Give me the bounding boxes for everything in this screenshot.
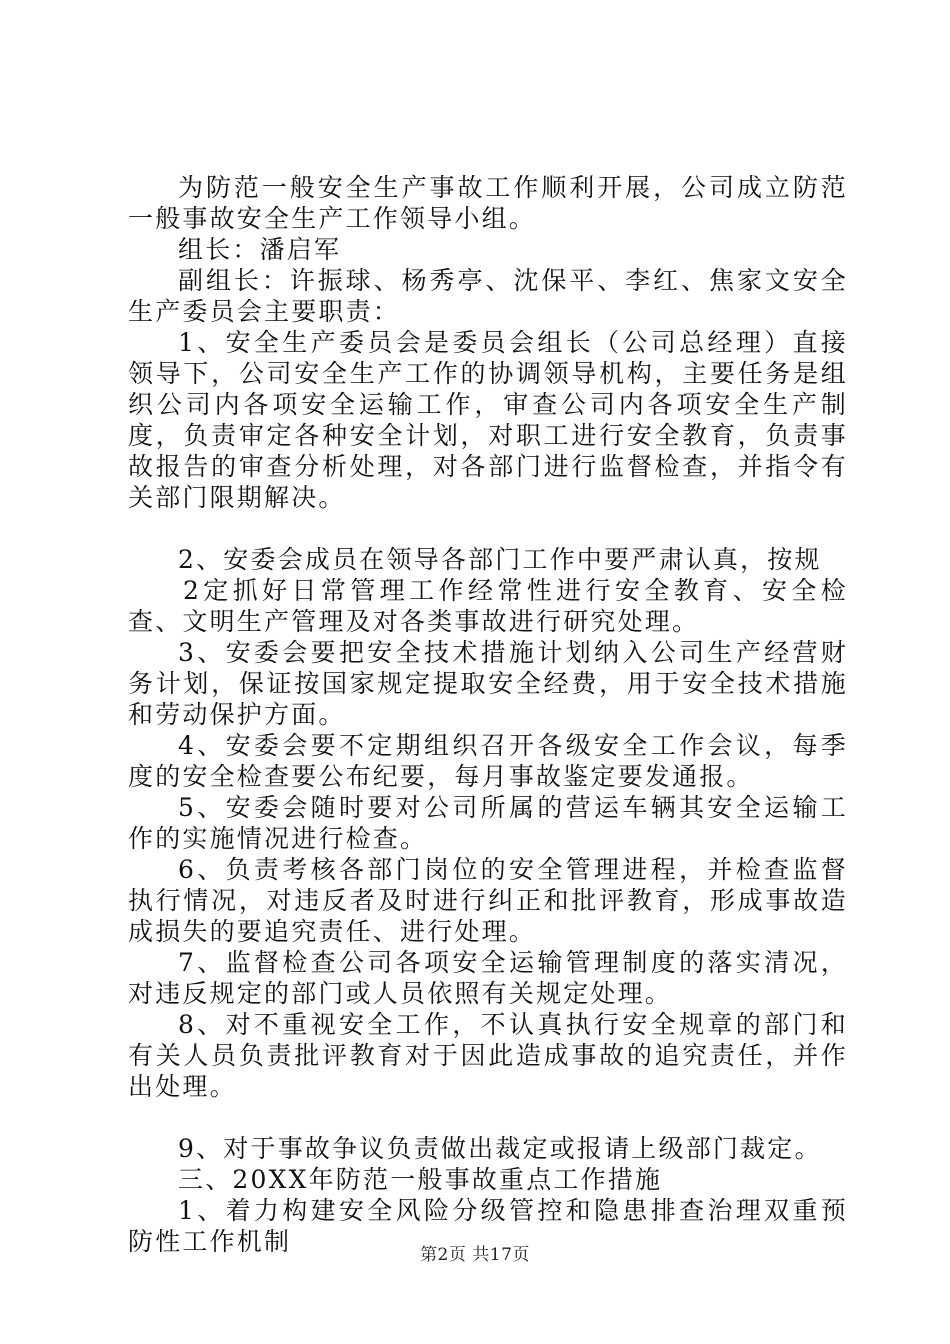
paragraph-deputy-leaders: 副组长：许振球、杨秀亭、沈保平、李红、焦家文安全生产委员会主要职责： xyxy=(128,266,848,326)
paragraph-intro: 为防范一般安全生产事故工作顺利开展，公司成立防范一般事故安全生产工作领导小组。 xyxy=(128,173,848,233)
paragraph-item-3: 3、安委会要把安全技术措施计划纳入公司生产经营财务计划，保证按国家规定提取安全经费，用于安全技术措施和劳动保护方面。 xyxy=(128,638,848,729)
paragraph-measure-1: 1、着力构建安全风险分级管控和隐患排查治理双重预防性工作机制 xyxy=(128,1196,848,1256)
paragraph-item-1: 1、安全生产委员会是委员会组长（公司总经理）直接领导下，公司安全生产工作的协调领导机构，主要任务是组织公司内各项安全运输工作，审查公司内各项安全生产制度，负责审定各种安全计划，对职工进行安全教育，负责事故报告的审查分析处理，对各部门进行监督检查，并指令有关部门限期解决。 xyxy=(128,328,848,512)
page-number-footer: 第2页 共17页 xyxy=(420,1245,530,1265)
paragraph-item-6: 6、负责考核各部门岗位的安全管理进程，并检查监督执行情况，对违反者及时进行纠正和批评教育，形成事故造成损失的要追究责任、进行处理。 xyxy=(128,855,848,946)
paragraph-item-2: 2、安委会成员在领导各部门工作中要严肃认真，按规 xyxy=(178,545,822,574)
section-heading-measures: 三、20XX年防范一般事故重点工作措施 xyxy=(178,1165,663,1194)
paragraph-item-5: 5、安委会随时要对公司所属的营运车辆其安全运输工作的实施情况进行检查。 xyxy=(128,793,848,853)
paragraph-item-9: 9、对于事故争议负责做出裁定或报请上级部门裁定。 xyxy=(178,1134,822,1163)
paragraph-item-7: 7、监督检查公司各项安全运输管理制度的落实清况，对违反规定的部门或人员依照有关规定处理。 xyxy=(128,948,848,1008)
paragraph-item-2-continued: 2定抓好日常管理工作经常性进行安全教育、安全检查、文明生产管理及对各类事故进行研究处理。 xyxy=(128,576,848,636)
paragraph-item-8: 8、对不重视安全工作，不认真执行安全规章的部门和有关人员负责批评教育对于因此造成事故的追究责任，并作出处理。 xyxy=(128,1010,848,1101)
document-body xyxy=(128,172,848,1257)
paragraph-leader: 组长：潘启军 xyxy=(178,235,342,264)
paragraph-item-4: 4、安委会要不定期组织召开各级安全工作会议，每季度的安全检查要公布纪要，每月事故鉴定要发通报。 xyxy=(128,731,848,791)
